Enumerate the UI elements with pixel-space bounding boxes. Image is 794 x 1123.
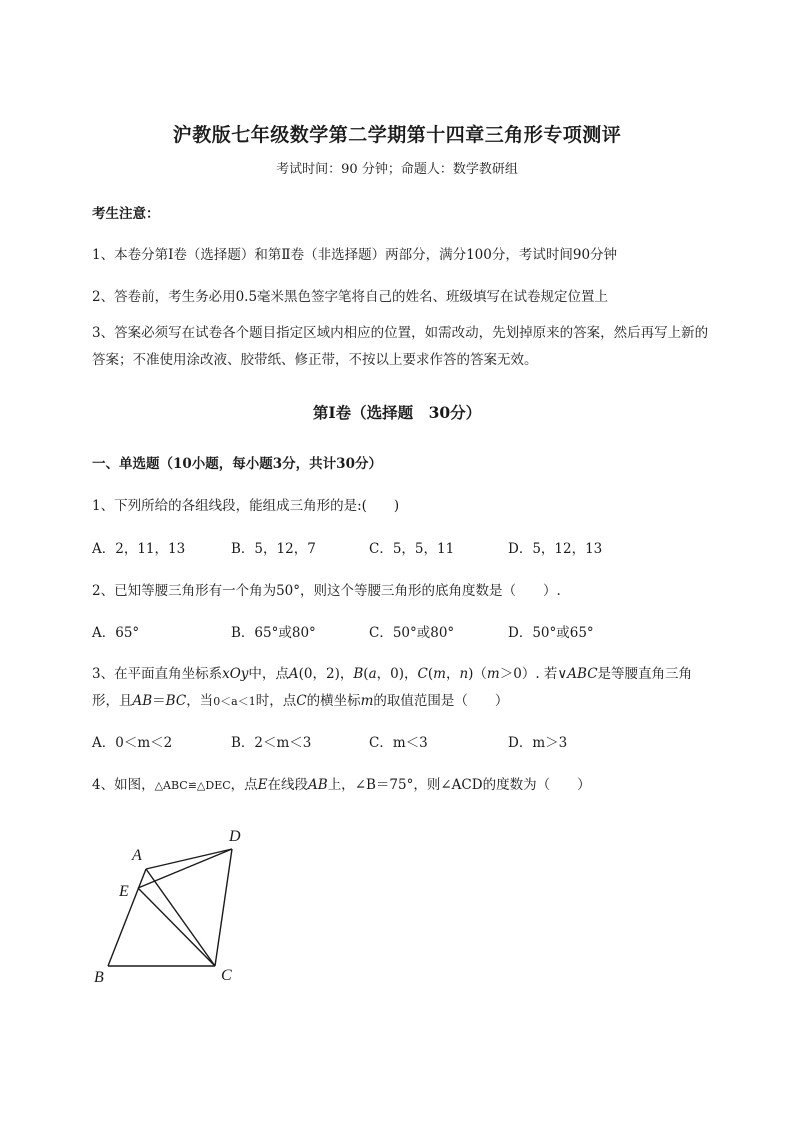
question-3-stem-line-1: 3、在平面直角坐标系xOy中，点A(0，2)，B(a，0)，C(m，n)（m＞0）. 若∨ABC是等腰直角三角	[92, 666, 693, 682]
exam-info: 考试时间：90 分钟；命题人：数学教研组	[276, 162, 518, 177]
part-title: 一、单选题（10小题，每小题3分，共计30分）	[92, 456, 382, 472]
q3-option-a[interactable]: A．0＜m＜2	[92, 735, 173, 751]
q1-option-d[interactable]: D．5，12，13	[508, 541, 603, 557]
notice-heading: 考生注意：	[92, 206, 160, 222]
q3-option-b[interactable]: B．2＜m＜3	[231, 735, 312, 751]
section-title: 第Ⅰ卷（选择题 30分）	[312, 403, 482, 422]
question-4-stem: 4、如图，△ABC≌△DEC，点E在线段AB上，∠B＝75°，则∠ACD的度数为（ ）	[92, 777, 591, 793]
question-1-stem: 1、下列所给的各组线段，能组成三角形的是:( )	[92, 498, 400, 514]
q2-option-a[interactable]: A．65°	[92, 625, 140, 641]
q4-triangle-figure	[88, 820, 268, 995]
q3-option-c[interactable]: C．m＜3	[369, 735, 428, 751]
q2-option-c[interactable]: C．50°或80°	[369, 625, 455, 641]
segment-dc	[215, 849, 232, 966]
figure-label-b: B	[94, 969, 104, 986]
q3-option-d[interactable]: D．m＞3	[508, 735, 568, 751]
notice-item-1: 1、本卷分第Ⅰ卷（选择题）和第Ⅱ卷（非选择题）两部分，满分100分，考试时间90分钟	[92, 247, 618, 263]
q1-option-a[interactable]: A．2，11，13	[92, 541, 186, 557]
figure-label-d: D	[229, 828, 241, 845]
q1-option-c[interactable]: C．5，5，11	[369, 541, 455, 557]
figure-label-a: A	[132, 847, 142, 864]
segment-ec	[138, 888, 215, 966]
q2-option-b[interactable]: B．65°或80°	[231, 625, 316, 641]
segment-ad	[146, 849, 232, 869]
q1-option-b[interactable]: B．5，12，7	[231, 541, 316, 557]
notice-item-3: 3、答案必须写在试卷各个题目指定区域内相应的位置，如需改动，先划掉原来的答案，然后再写上新的答案；不准使用涂改液、胶带纸、修正带，不按以上要求作答的答案无效。	[92, 325, 709, 368]
question-2-stem: 2、已知等腰三角形有一个角为50°，则这个等腰三角形的底角度数是（ ）.	[92, 583, 561, 599]
segment-ed	[138, 849, 232, 888]
question-3-stem-line-2: 形，且AB＝BC，当0＜a＜1时，点C的横坐标m的取值范围是（ ）	[92, 693, 509, 709]
page-title: 沪教版七年级数学第二学期第十四章三角形专项测评	[172, 124, 622, 146]
figure-label-e: E	[119, 883, 129, 900]
notice-item-2: 2、答卷前，考生务必用0.5毫米黑色签字笔将自己的姓名、班级填写在试卷规定位置上	[92, 289, 609, 305]
segment-ac	[146, 869, 215, 966]
figure-label-c: C	[221, 967, 232, 984]
q2-option-d[interactable]: D．50°或65°	[508, 625, 594, 641]
